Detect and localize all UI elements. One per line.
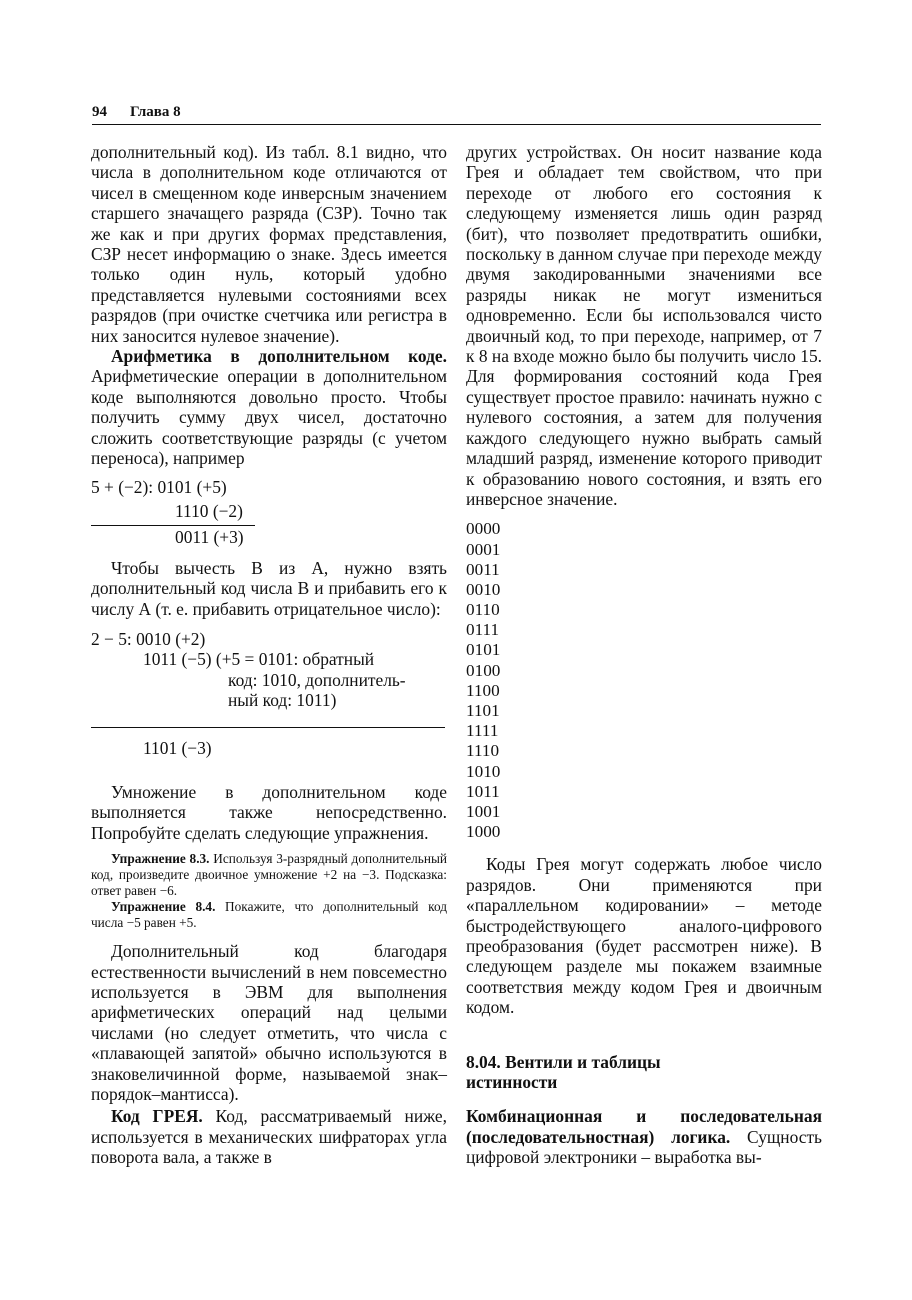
gray-code: 1000 [466, 822, 501, 842]
page-header [92, 104, 820, 121]
gray-code: 1101 [466, 701, 500, 720]
exercises [91, 851, 447, 931]
exercise-text: Используя 3-разрядный дополнительный код, произведите двоичное умножение +2 на −3. Подсказка: ответ равен −6. [91, 851, 447, 899]
math-result: 1101 (−3) [143, 737, 212, 758]
paragraph: Чтобы вычесть В из А, нужно взять дополнительный код числа В и прибавить его к числу А (т. е. прибавить отрицательное число): [91, 557, 447, 619]
math-line: 2 − 5: 0010 (+2) [91, 628, 206, 649]
left-column [91, 142, 447, 1168]
gray-code: 0111 [466, 620, 500, 640]
page-number: 94 [92, 104, 107, 120]
exercise [91, 851, 447, 899]
header-rule [92, 124, 821, 125]
gray-code: 0100 [466, 660, 501, 680]
addition-example [91, 477, 447, 548]
run-in-heading: Комбинационная и последовательная (последовательностная) логика. [466, 1106, 822, 1147]
gray-code: 0101 [466, 640, 501, 660]
gray-code: 0011 [466, 559, 500, 579]
paragraph [91, 1106, 447, 1167]
exercise-label: Упражнение 8.4. [111, 899, 216, 915]
gray-code: 0110 [466, 600, 500, 620]
paragraph: Умножение в дополнительном коде выполняется также непосредственно. Попробуйте сделать следующие упражнения. [91, 781, 447, 843]
math-line: ный код: 1011) [228, 690, 337, 711]
gray-code: 1111 [466, 721, 499, 741]
math-line: код: 1010, дополнитель- [228, 669, 406, 690]
gray-code: 0010 [466, 579, 501, 599]
paragraph: Дополнительный код благодаря естественности вычислений в нем повсеместно используется в ЭВМ для выполнения арифметических операций над целыми числами (но следует отметить, что числа с «плавающей запятой» обычно используются в знаковеличинной форме, называемой знак–порядок–мантисса). [91, 941, 447, 1105]
exercise-text: Покажите, что дополнительный код числа −5 равен +5. [91, 899, 447, 931]
paragraph-text: Арифметические операции в дополнительном коде выполняются довольно просто. Чтобы получить сумму двух чисел, достаточно сложить соответствующие разряды (с учетом переноса), например [91, 366, 447, 469]
exercise-label: Упражнение 8.3. [111, 851, 210, 867]
gray-code: 1100 [466, 680, 500, 700]
math-line: 1110 (−2) [175, 500, 243, 521]
gray-code: 1110 [466, 741, 500, 761]
math-line: 5 + (−2): 0101 (+5) [91, 476, 227, 497]
math-line: 1011 (−5) (+5 = 0101: обратный [143, 649, 375, 670]
run-in-heading: Код ГРЕЯ. [111, 1106, 203, 1127]
section-heading: 8.04. Вентили и таблицы истинности [466, 1051, 661, 1092]
paragraph [466, 1106, 822, 1167]
run-in-heading: Арифметика в дополнительном коде. [111, 346, 447, 367]
gray-code: 1011 [466, 781, 500, 801]
exercise [91, 899, 447, 931]
math-result: 0011 (+3) [175, 527, 244, 548]
paragraph: дополнительный код). Из табл. 8.1 видно, что числа в дополнительном коде отличаются от чисел в смещенном коде инверсным значением старшего значащего разряда (СЗР). Точно так же как и при других формах представления, СЗР несет информацию о знаке. Здесь имеется только один нуль, который удобно представляется нулевыми состояниями всех разрядов (при очистке счетчика или регистра в них заносится нулевое значение). [91, 142, 447, 346]
right-column [466, 142, 822, 1168]
subtraction-example [91, 629, 447, 758]
sum-rule [91, 525, 255, 526]
paragraph-text: Сущность цифровой электроники – выработка вы- [466, 1126, 822, 1168]
gray-code: 0001 [466, 539, 501, 559]
chapter-title: Глава 8 [130, 104, 181, 120]
paragraph-text: Код, рассматриваемый ниже, используется в механических шифраторах угла поворота вала, а также в [91, 1106, 448, 1168]
paragraph: других устройствах. Он носит название кода Грея и обладает тем свойством, что при переходе от любого его состояния к следующему изменяется лишь один разряд (бит), что позволяет предотвратить ошибки, поскольку в данном случае при переходе между двумя закодированными значениями все разряды никак не могут измениться одновременно. Если бы использовался чисто двоичный код, то при переходе, например, от 7 к 8 на входе можно было бы получить число 15. Для формирования состояний кода Грея существует простое правило: начинать нужно с нулевого состояния, а затем для получения каждого следующего нужно выбрать самый младший разряд, изменение которого приводит к образованию нового состояния, и взять его инверсное значение. [466, 142, 822, 509]
gray-code-list [466, 519, 822, 842]
paragraph [91, 346, 447, 468]
difference-rule [91, 727, 445, 728]
paragraph: Коды Грея могут содержать любое число разрядов. Они применяются при «параллельном кодировании» – методе быстродействующего аналого-цифрового преобразования (будет рассмотрен ниже). В следующем разделе мы покажем взаимные соответствия между кодом Грея и двоичным кодом. [466, 854, 822, 1018]
gray-code: 1010 [466, 761, 501, 781]
gray-code: 0000 [466, 519, 501, 539]
gray-code: 1001 [466, 801, 501, 821]
